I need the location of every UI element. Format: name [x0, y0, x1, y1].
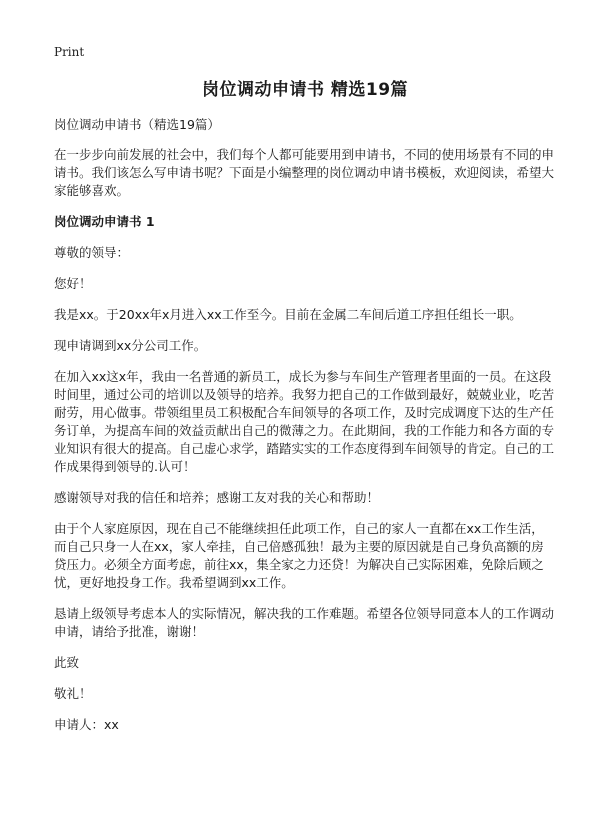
intro-paragraph: 在一步步向前发展的社会中，我们每个人都可能要用到申请书，不同的使用场景有不同的申请书。我们该怎么写申请书呢？下面是小编整理的岗位调动申请书模板，欢迎阅读，希望大家能够喜欢。	[54, 147, 555, 198]
document-subtitle: 岗位调动申请书（精选19篇）	[54, 117, 220, 132]
body-paragraph: 感谢领导对我的信任和培养；感谢工友对我的关心和帮助！	[54, 490, 380, 505]
page-title: 岗位调动申请书 精选19篇	[201, 80, 409, 100]
section-heading: 岗位调动申请书 1	[54, 214, 155, 229]
greeting: 您好！	[54, 276, 92, 291]
salutation: 尊敬的领导：	[54, 245, 130, 260]
body-paragraph: 在加入xx这x年，我由一名普通的新员工，成长为参与车间生产管理者里面的一员。在这段时间里，通过公司的培训以及领导的培养。我努力把自己的工作做到最好，兢兢业业，吃苦耐劳，用心做事。带领组里员工积极配合车间领导的各项工作，及时完成调度下达的生产任务订单，为提高车间的效益贡献出自己的微薄之力。在此期间，我的工作能力和各方面的专业知识有很大的提高。自己虚心求学，踏踏实实的工作态度得到车间领导的肯定。自己的工作成果得到领导的.认可！	[54, 369, 555, 474]
applicant-signature: 申请人：xx	[54, 717, 119, 732]
print-label[interactable]: Print	[54, 45, 85, 59]
closing-line: 此致	[54, 655, 80, 670]
body-paragraph: 恳请上级领导考虑本人的实际情况，解决我的工作难题。希望各位领导同意本人的工作调动申请，请给予批准，谢谢！	[54, 606, 555, 639]
body-paragraph: 由于个人家庭原因，现在自己不能继续担任此项工作，自己的家人一直都在xx工作生活，而自己只身一人在xx，家人牵挂，自己倍感孤独！最为主要的原因就是自己身负高额的房贷压力。必须全方面考虑，前往xx，集全家之力还贷！为解决自己实际困难，免除后顾之忧，更好地投身工作。我希望调到xx工作。	[54, 521, 544, 590]
body-paragraph: 我是xx。于20xx年x月进入xx工作至今。目前在金属二车间后道工序担任组长一职。	[54, 307, 522, 322]
closing-regards: 敬礼！	[54, 686, 92, 701]
body-paragraph: 现申请调到xx分公司工作。	[54, 338, 207, 353]
